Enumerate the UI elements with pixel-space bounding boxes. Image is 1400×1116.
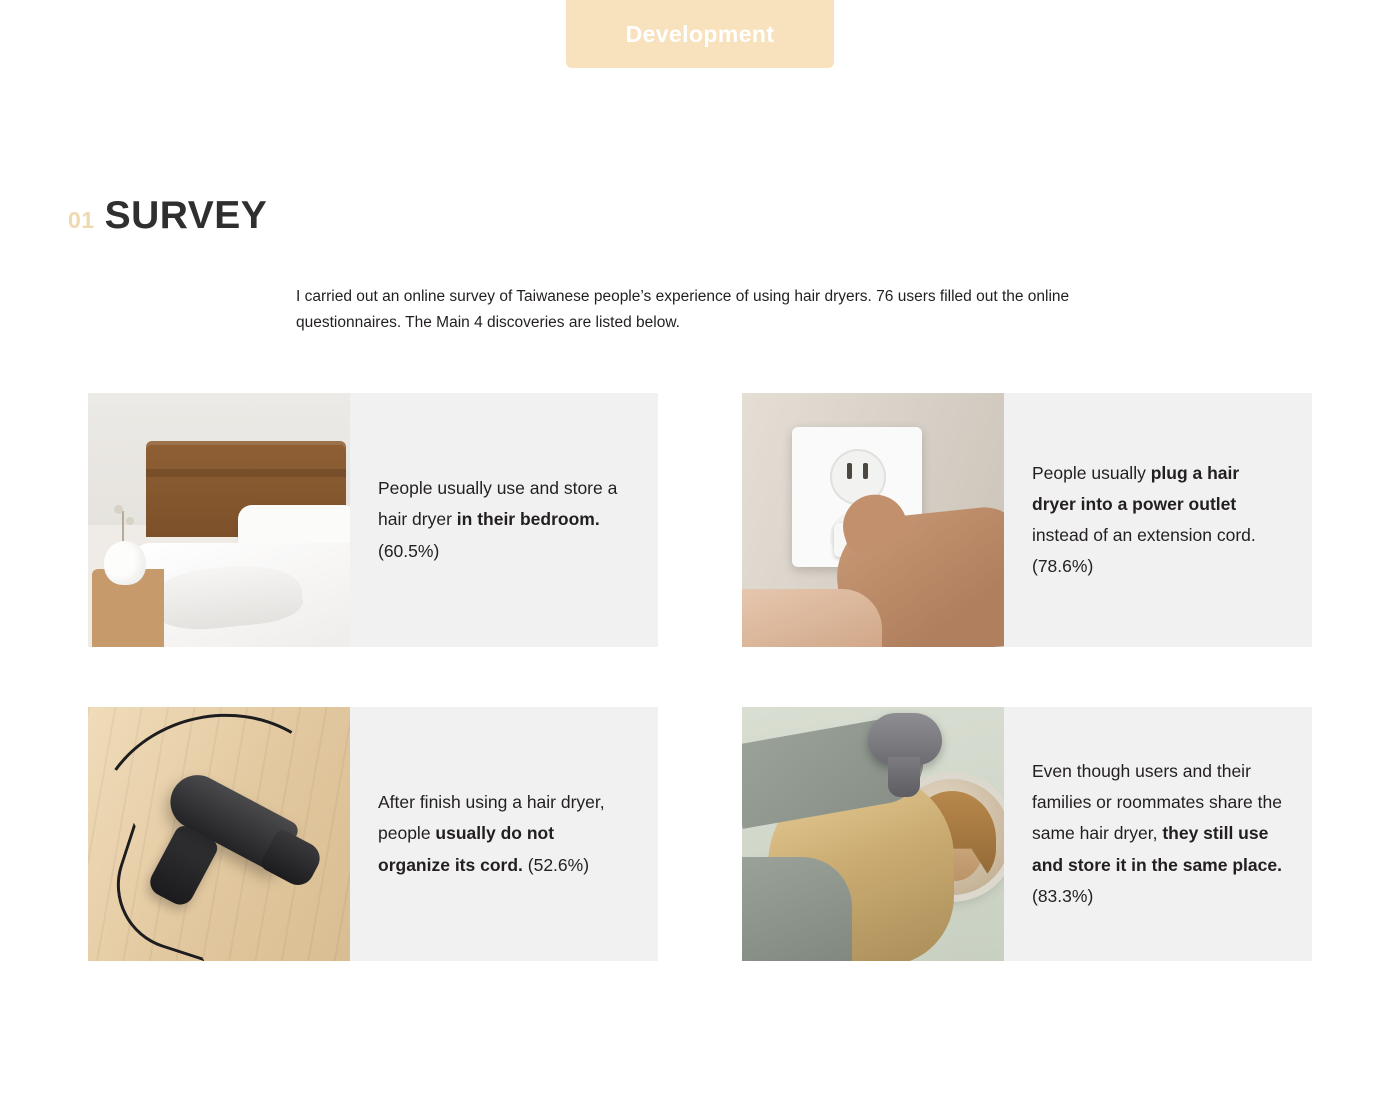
- power-outlet-photo: [742, 393, 1004, 647]
- finding-card: [742, 707, 1312, 961]
- section-number: 01: [68, 207, 95, 233]
- survey-findings-grid: [88, 393, 1312, 961]
- finding-text-tail: (60.5%): [378, 540, 440, 561]
- finding-text-tail: (83.3%): [1032, 885, 1094, 906]
- finding-text-bold: in their bedroom.: [456, 509, 600, 530]
- bedroom-photo: [88, 393, 350, 647]
- finding-text: [350, 393, 658, 647]
- section-heading: [68, 196, 267, 235]
- hair-dryer-on-floor-photo: [88, 707, 350, 961]
- development-tab[interactable]: [566, 0, 834, 68]
- intro-paragraph: I carried out an online survey of Taiwanese people’s experience of using hair dryers. 76 users filled out the online questionnaires. The Main 4 discoveries are listed below.: [296, 288, 1070, 331]
- page-title: SURVEY: [104, 194, 268, 237]
- finding-text-bold: usually do not organize its cord.: [378, 823, 555, 875]
- finding-text: [350, 707, 658, 961]
- finding-text-lead: People usually use and store a hair dryer: [378, 478, 618, 530]
- finding-card: [742, 393, 1312, 647]
- finding-text: [1004, 393, 1312, 647]
- finding-card: [88, 707, 658, 961]
- development-tab-label: Development: [625, 20, 775, 47]
- finding-text-lead: People usually: [1032, 462, 1151, 483]
- finding-text: [1004, 707, 1312, 961]
- finding-text-bold: plug a hair dryer into a power outlet: [1032, 462, 1240, 514]
- finding-card: [88, 393, 658, 647]
- finding-text-lead: After finish using a hair dryer, people: [378, 792, 605, 844]
- woman-blow-drying-hair-photo: [742, 707, 1004, 961]
- finding-text-bold: they still use and store it in the same place.: [1032, 823, 1282, 875]
- finding-text-lead: Even though users and their families or roommates share the same hair dryer,: [1032, 761, 1282, 844]
- finding-text-tail: (52.6%): [522, 854, 590, 875]
- finding-text-tail: instead of an extension cord. (78.6%): [1032, 525, 1256, 577]
